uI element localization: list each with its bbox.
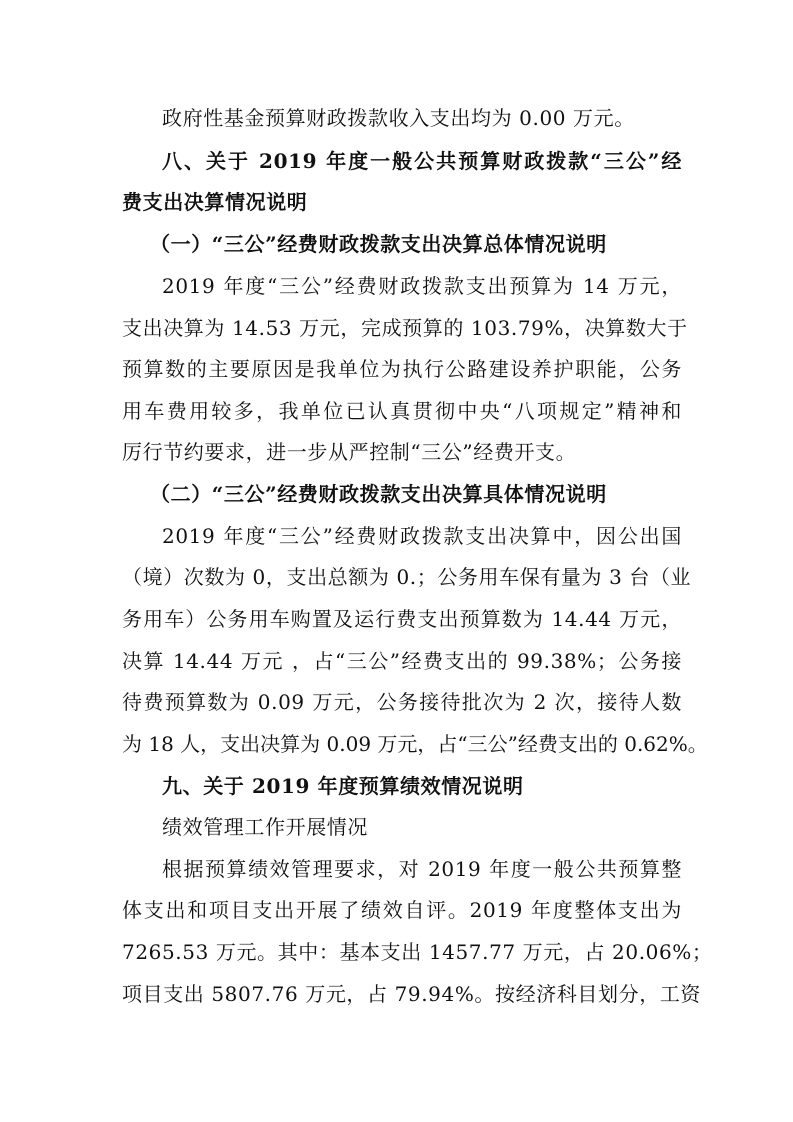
text-line: （境）次数为 0，支出总额为 0.；公务用车保有量为 3 台（业 xyxy=(122,565,692,589)
text-line: 体支出和项目支出开展了绩效自评。2019 年度整体支出为 xyxy=(122,898,682,922)
section-heading-8-cont: 费支出决算情况说明 xyxy=(122,190,308,214)
text-line: 项目支出 5807.76 万元，占 79.94%。按经济科目划分，工资 xyxy=(122,982,702,1006)
text-line: 用车费用较多，我单位已认真贯彻中央“八项规定”精神和 xyxy=(122,399,682,423)
subheading-2: （二）“三公”经费财政拨款支出决算具体情况说明 xyxy=(150,482,607,506)
text-line: 为 18 人，支出决算为 0.09 万元，占“三公”经费支出的 0.62%。 xyxy=(122,732,708,756)
text-line: 2019 年度“三公”经费财政拨款支出预算为 14 万元， xyxy=(162,274,682,298)
text-line: 预算数的主要原因是我单位为执行公路建设养护职能，公务 xyxy=(122,357,682,381)
text-line: 决算 14.44 万元 ，占“三公”经费支出的 99.38%；公务接 xyxy=(122,649,682,673)
text-line: 务用车）公务用车购置及运行费支出预算数为 14.44 万元， xyxy=(122,607,682,631)
text-line: 厉行节约要求，进一步从严控制“三公”经费开支。 xyxy=(122,440,577,464)
text-line: 支出决算为 14.53 万元，完成预算的 103.79%，决算数大于 xyxy=(122,316,688,340)
text-line: 2019 年度“三公”经费财政拨款支出决算中，因公出国 xyxy=(162,524,682,548)
text-line: 绩效管理工作开展情况 xyxy=(162,815,368,839)
text-line: 待费预算数为 0.09 万元，公务接待批次为 2 次，接待人数 xyxy=(122,690,682,714)
section-heading-9: 九、关于 2019 年度预算绩效情况说明 xyxy=(162,774,524,798)
text-line: 政府性基金预算财政拨款收入支出均为 0.00 万元。 xyxy=(162,106,635,130)
text-line: 7265.53 万元。其中：基本支出 1457.77 万元，占 20.06%； xyxy=(122,940,713,964)
subheading-1: （一）“三公”经费财政拨款支出决算总体情况说明 xyxy=(150,232,607,256)
text-line: 根据预算绩效管理要求，对 2019 年度一般公共预算整 xyxy=(162,857,682,881)
section-heading-8: 八、关于 2019 年度一般公共预算财政拨款“三公”经 xyxy=(162,149,682,173)
